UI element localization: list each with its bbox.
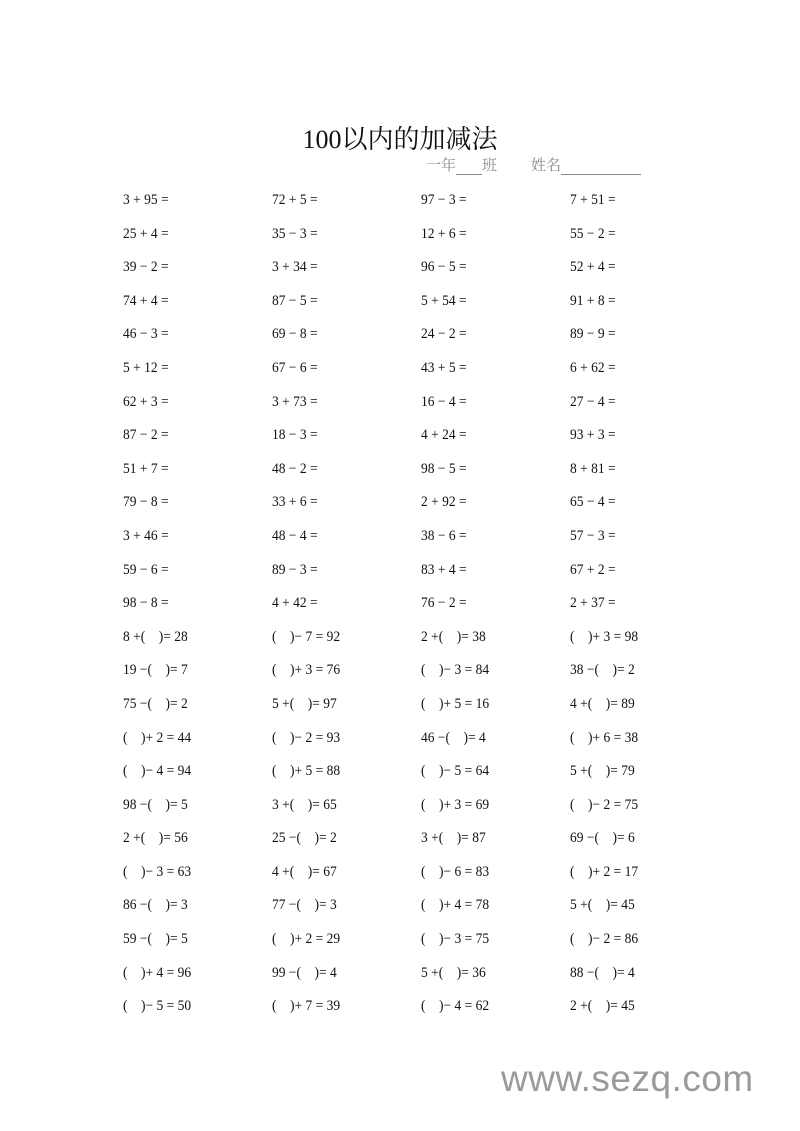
- exercise-item: 19 −( )= 7: [123, 662, 188, 679]
- exercise-item: 97 − 3 =: [421, 192, 467, 208]
- grade-label: 一年: [426, 158, 457, 174]
- exercise-item: 8 +( )= 28: [123, 628, 188, 645]
- exercise-item: ( )+ 2 = 29: [272, 931, 341, 948]
- exercise-item: 96 − 5 =: [421, 259, 467, 276]
- exercise-item: 2 +( )= 45: [570, 998, 635, 1015]
- exercise-item: 48 − 4 =: [272, 527, 318, 544]
- exercise-item: 86 −( )= 3: [123, 897, 188, 914]
- page-title: 100以内的加减法: [302, 125, 498, 154]
- exercise-item: 99 −( )= 4: [272, 964, 337, 981]
- exercise-item: ( )+ 3 = 98: [570, 628, 639, 645]
- exercise-item: ( )+ 2 = 44: [123, 729, 192, 746]
- exercise-item: ( )+ 4 = 78: [421, 897, 490, 914]
- exercise-item: 4 + 42 =: [272, 595, 318, 612]
- exercise-item: ( )+ 2 = 17: [570, 863, 639, 880]
- exercise-item: 93 + 3 =: [570, 427, 616, 444]
- exercise-item: 51 + 7 =: [123, 460, 169, 477]
- exercise-item: 16 − 4 =: [421, 393, 467, 410]
- exercise-item: 3 +( )= 87: [421, 830, 486, 847]
- exercise-item: 38 − 6 =: [421, 527, 467, 544]
- exercise-item: 89 − 3 =: [272, 561, 318, 578]
- exercise-item: ( )+ 5 = 88: [272, 763, 341, 780]
- exercise-item: ( )+ 3 = 69: [421, 796, 490, 813]
- exercise-item: 77 −( )= 3: [272, 897, 337, 914]
- name-blank: [561, 160, 641, 175]
- exercise-item: ( )− 3 = 84: [421, 662, 490, 679]
- exercise-item: 87 − 5 =: [272, 292, 318, 309]
- exercise-item: ( )− 4 = 94: [123, 763, 192, 780]
- exercise-item: 7 + 51 =: [570, 192, 616, 208]
- exercise-item: 43 + 5 =: [421, 359, 467, 376]
- exercise-item: 38 −( )= 2: [570, 662, 635, 679]
- exercise-item: 8 + 81 =: [570, 460, 616, 477]
- exercise-item: 76 − 2 =: [421, 595, 467, 612]
- class-label: 班: [482, 158, 498, 174]
- exercise-item: 75 −( )= 2: [123, 695, 188, 712]
- name-label: 姓名: [531, 158, 562, 174]
- exercise-item: 5 +( )= 45: [570, 897, 635, 914]
- class-blank: [456, 160, 482, 175]
- exercise-item: 65 − 4 =: [570, 494, 616, 511]
- exercise-item: ( )− 3 = 63: [123, 863, 192, 880]
- exercise-item: 2 + 92 =: [421, 494, 467, 511]
- exercise-item: 3 + 95 =: [123, 192, 169, 208]
- exercise-item: 3 +( )= 65: [272, 796, 337, 813]
- exercise-item: ( )− 4 = 62: [421, 998, 490, 1015]
- exercise-item: 69 −( )= 6: [570, 830, 635, 847]
- exercise-item: 33 + 6 =: [272, 494, 318, 511]
- exercise-item: ( )− 7 = 92: [272, 628, 341, 645]
- exercise-item: ( )+ 3 = 76: [272, 662, 341, 679]
- exercise-item: ( )− 5 = 64: [421, 763, 490, 780]
- exercise-item: 98 − 8 =: [123, 595, 169, 612]
- exercise-item: 55 − 2 =: [570, 225, 616, 242]
- exercise-item: ( )− 2 = 93: [272, 729, 341, 746]
- exercise-item: 83 + 4 =: [421, 561, 467, 578]
- exercise-item: 87 − 2 =: [123, 427, 169, 444]
- exercise-item: 6 + 62 =: [570, 359, 616, 376]
- exercise-item: 2 +( )= 38: [421, 628, 486, 645]
- exercise-item: 72 + 5 =: [272, 192, 318, 208]
- exercise-item: 3 + 34 =: [272, 259, 318, 276]
- exercise-item: 25 −( )= 2: [272, 830, 337, 847]
- exercise-item: 5 +( )= 36: [421, 964, 486, 981]
- exercise-item: 59 −( )= 5: [123, 931, 188, 948]
- exercise-item: 24 − 2 =: [421, 326, 467, 343]
- exercise-item: 89 − 9 =: [570, 326, 616, 343]
- exercise-item: 59 − 6 =: [123, 561, 169, 578]
- exercise-item: ( )+ 5 = 16: [421, 695, 490, 712]
- exercise-item: 2 +( )= 56: [123, 830, 188, 847]
- exercise-item: 98 − 5 =: [421, 460, 467, 477]
- exercise-item: ( )− 5 = 50: [123, 998, 192, 1015]
- student-info: [426, 154, 641, 175]
- exercise-item: 62 + 3 =: [123, 393, 169, 410]
- exercise-item: 2 + 37 =: [570, 595, 616, 612]
- exercise-item: 52 + 4 =: [570, 259, 616, 276]
- exercise-item: 79 − 8 =: [123, 494, 169, 511]
- exercise-item: ( )− 2 = 86: [570, 931, 639, 948]
- exercise-item: 5 +( )= 79: [570, 763, 635, 780]
- exercise-item: 27 − 4 =: [570, 393, 616, 410]
- exercise-item: 12 + 6 =: [421, 225, 467, 242]
- exercise-item: 67 + 2 =: [570, 561, 616, 578]
- exercise-item: 46 −( )= 4: [421, 729, 486, 746]
- exercise-item: 3 + 46 =: [123, 527, 169, 544]
- exercise-item: ( )+ 4 = 96: [123, 964, 192, 981]
- exercise-item: 35 − 3 =: [272, 225, 318, 242]
- exercise-item: 3 + 73 =: [272, 393, 318, 410]
- exercise-item: 5 +( )= 97: [272, 695, 337, 712]
- exercise-item: 46 − 3 =: [123, 326, 169, 343]
- exercise-item: 91 + 8 =: [570, 292, 616, 309]
- exercise-item: 67 − 6 =: [272, 359, 318, 376]
- exercise-item: ( )− 2 = 75: [570, 796, 639, 813]
- exercise-item: 69 − 8 =: [272, 326, 318, 343]
- exercise-item: ( )+ 6 = 38: [570, 729, 639, 746]
- exercise-item: 48 − 2 =: [272, 460, 318, 477]
- exercise-item: 5 + 54 =: [421, 292, 467, 309]
- exercise-item: ( )− 3 = 75: [421, 931, 490, 948]
- exercise-item: 39 − 2 =: [123, 259, 169, 276]
- exercise-item: 4 +( )= 67: [272, 863, 337, 880]
- exercise-item: 25 + 4 =: [123, 225, 169, 242]
- exercise-item: ( )+ 7 = 39: [272, 998, 341, 1015]
- exercise-item: 4 +( )= 89: [570, 695, 635, 712]
- exercise-item: 5 + 12 =: [123, 359, 169, 376]
- exercise-item: 88 −( )= 4: [570, 964, 635, 981]
- watermark: www.sezq.com: [501, 1058, 754, 1099]
- exercise-item: ( )− 6 = 83: [421, 863, 490, 880]
- exercise-item: 18 − 3 =: [272, 427, 318, 444]
- exercise-item: 57 − 3 =: [570, 527, 616, 544]
- exercise-item: 4 + 24 =: [421, 427, 467, 444]
- exercise-item: 98 −( )= 5: [123, 796, 188, 813]
- exercise-item: 74 + 4 =: [123, 292, 169, 309]
